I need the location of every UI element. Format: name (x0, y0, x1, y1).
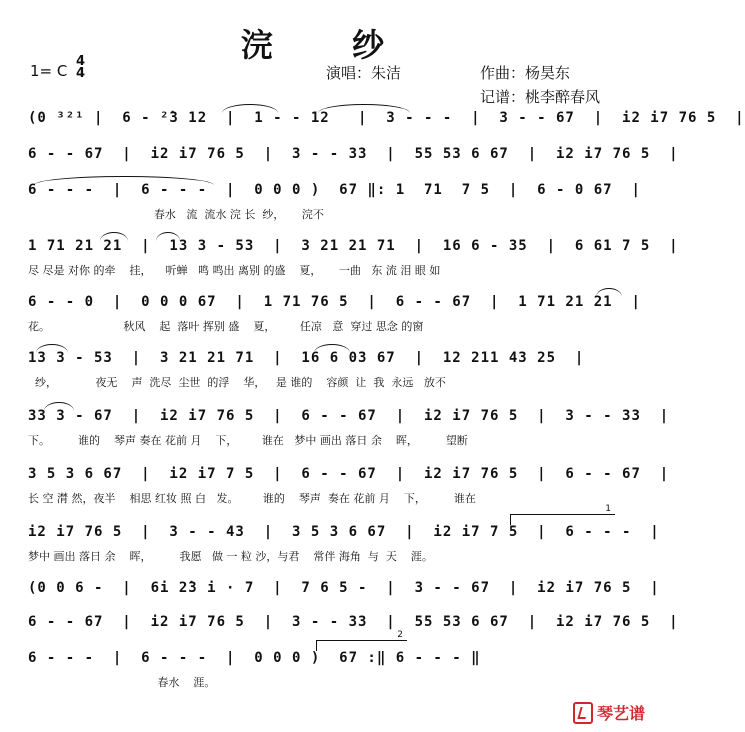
notation-line: 33 3 - 67 | i2 i7 76 5 | 6 - - 67 | i2 i7 76 5 | 3 - - 33 | (28, 408, 670, 424)
lyric-line: 下。 谁的 琴声 奏在 花前 月 下， 谁在 梦中 画出 落日 余 晖， 望断 (28, 434, 468, 447)
song-title: 浣 纱 (240, 26, 419, 64)
logo-text: 琴艺谱 (596, 704, 645, 723)
notation-line: 6 - - 67 | i2 i7 76 5 | 3 - - 33 | 55 53 6 67 | i2 i7 76 5 | (28, 146, 679, 162)
volta-bracket-2 (316, 630, 407, 651)
composer-credit: 作曲：杨昊东 (480, 64, 571, 82)
site-logo (573, 701, 645, 724)
score-row (0, 350, 659, 406)
time-signature (76, 56, 85, 80)
lyric-line: 花。 秋风 起 落叶 挥别 盛 夏， 任凉 意 穿过 思念 的窗 (28, 320, 424, 333)
lyric-line: 尽 尽是 对你 的牵 挂， 听蝉 鸣 鸣出 离别 的盛 夏， 一曲 东 流 泪 眼 如 (28, 264, 441, 277)
key-signature: 1= C (30, 62, 68, 80)
score-row (0, 408, 670, 464)
score-row (0, 630, 659, 706)
volta-number: 2 (397, 630, 403, 640)
notation-line: 6 - - - | 6 - - - | 0 0 0 ) 67 ‖: 1 71 7 5 | 6 - 0 67 | (28, 182, 641, 198)
notation-line: 6 - - - | 6 - - - | 0 0 0 ) 67 :‖ 6 - - - ‖ (28, 650, 481, 666)
logo-icon (573, 702, 593, 724)
lyric-line: 纱， 夜无 声 洗尽 尘世 的浮 华， 是 谁的 容颜 让 我 永远 放不 (28, 376, 446, 389)
notation-line: i2 i7 76 5 | 3 - - 43 | 3 5 3 6 67 | i2 i7 7 5 | 6 - - - | (28, 524, 660, 540)
score-row (0, 294, 659, 350)
notation-line: 13 3 - 53 | 3 21 21 71 | 16 6 03 67 | 12 211 43 25 | (28, 350, 585, 366)
notation-line: (0 ³²¹ | 6 - ²̇3 12 | 1 - - 12 | 3 - - - | 3 - - 67 | i2 i7 76 5 | (28, 110, 745, 126)
volta-number: 1 (605, 504, 611, 514)
lyric-line: 春水 流 流水 浣 长 纱， 浣不 (28, 208, 324, 221)
notation-line: 1 71 21 21 | 13 3 - 53 | 3 21 21 71 | 16 6 - 35 | 6 61 7 5 | (28, 238, 679, 254)
notation-line: 6 - - 67 | i2 i7 76 5 | 3 - - 33 | 55 53 6 67 | i2 i7 76 5 | (28, 614, 679, 630)
lyric-line: 春水 涯。 (28, 676, 216, 689)
volta-bracket-1 (510, 504, 615, 525)
score-row (0, 182, 659, 238)
tie-arc (318, 104, 410, 113)
score-row (0, 238, 679, 294)
tie-arc (222, 104, 278, 113)
time-signature-top: 4 (76, 54, 86, 69)
lyric-line: 长 空 潸 然，夜半 相思 红妆 照 白 发。 谁的 琴声 奏在 花前 月 下， 谁在 (28, 492, 476, 505)
singer-credit: 演唱：朱洁 (326, 64, 402, 82)
notation-line: 6 - - 0 | 0 0 0 67 | 1 71 76 5 | 6 - - 67 | 1 71 21 21 | (28, 294, 641, 310)
lyric-line: 梦中 画出 落日 余 晖， 我愿 做 一 粒 沙，与君 常伴 海角 与 天 涯。 (28, 550, 433, 563)
notation-line: (0 0 6 - | 6i 2̇3 i · 7 | 7 6 5 - | 3 - - 67 | i2 i7 76 5 | (28, 580, 660, 596)
notation-line: 3 5 3 6 67 | i2 i7 7 5 | 6 - - 67 | i2 i7 76 5 | 6 - - 67 | (28, 466, 670, 482)
time-signature-bottom: 4 (76, 66, 86, 81)
transcriber-credit: 记谱：桃李醉春风 (480, 88, 601, 106)
score-row (0, 504, 660, 580)
